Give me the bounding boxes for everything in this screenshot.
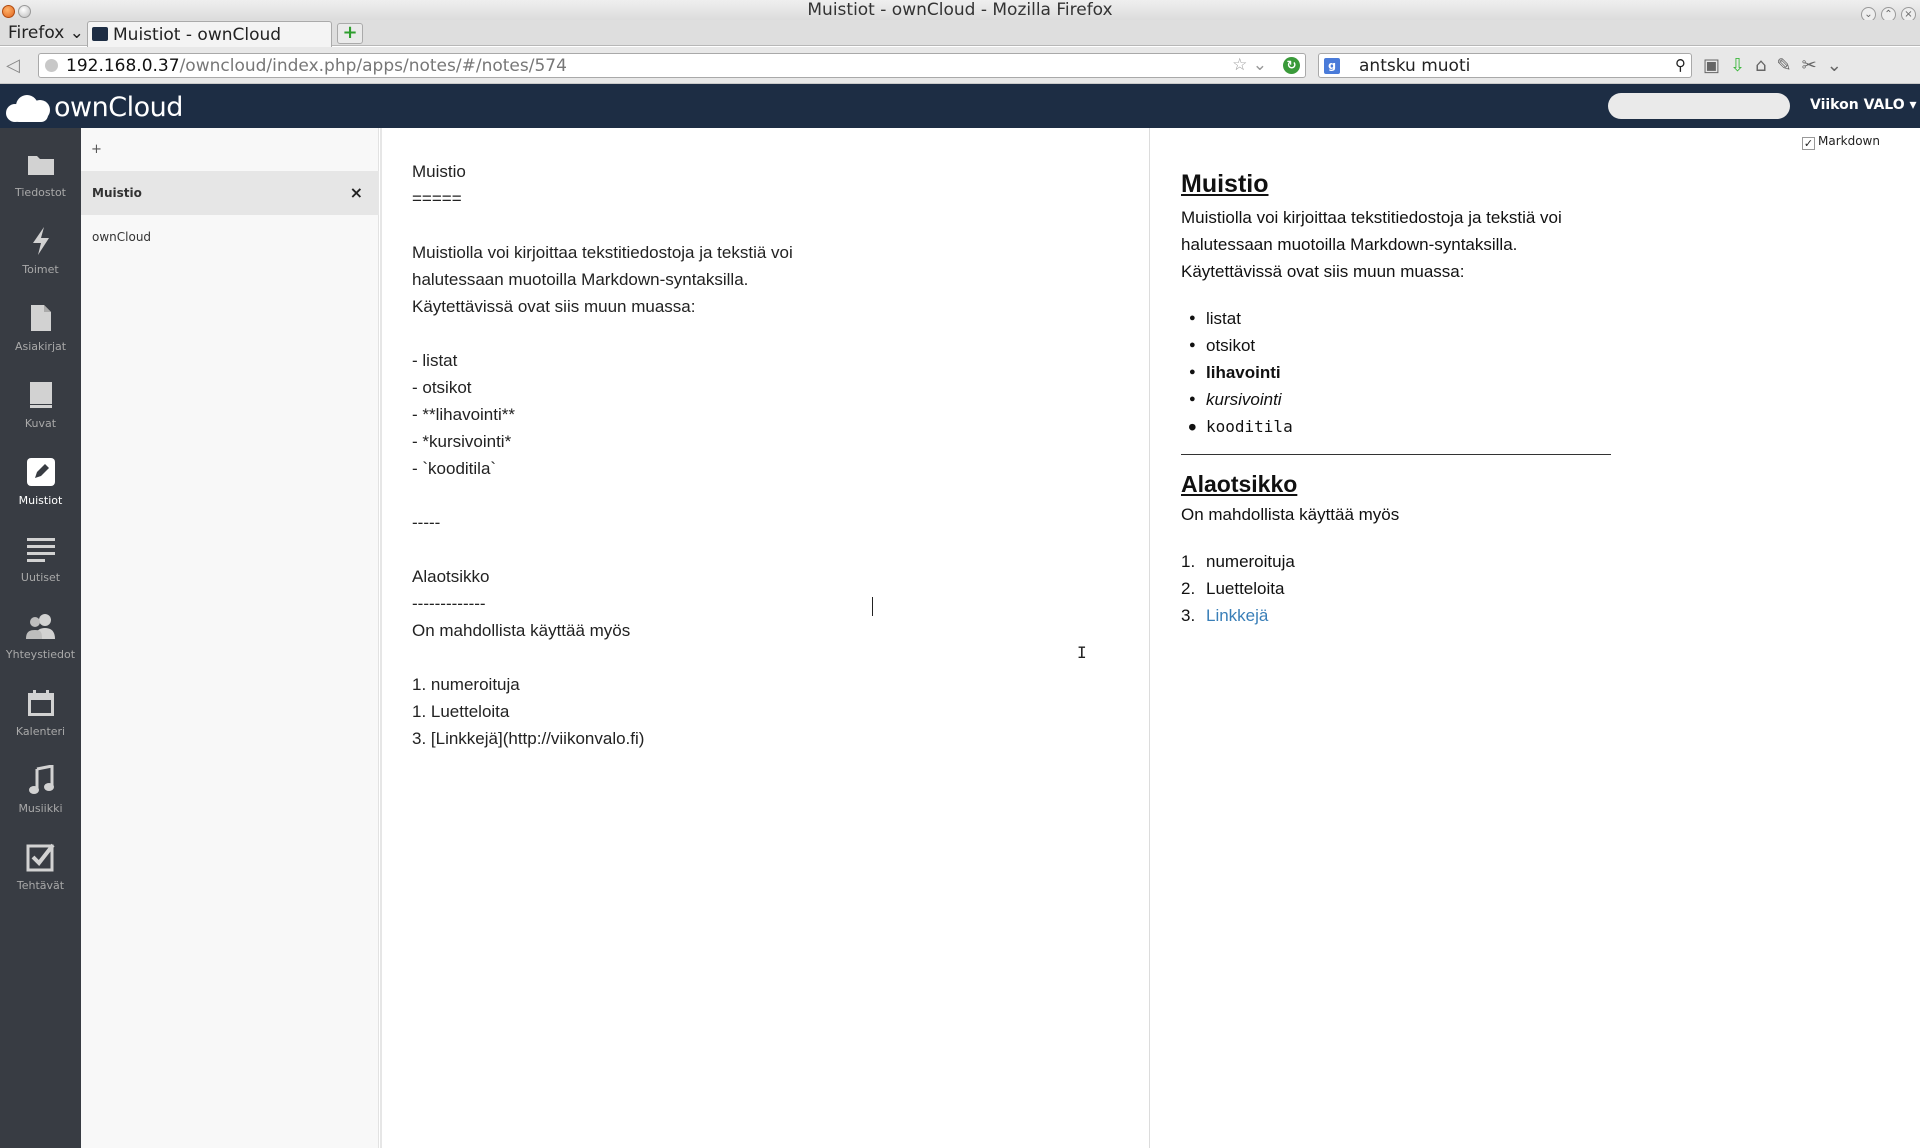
app-item-activity[interactable]	[0, 221, 81, 293]
editor-line	[412, 212, 793, 239]
app-label: Toimet	[22, 263, 59, 276]
news-icon	[21, 529, 61, 569]
note-title: Muistio	[92, 186, 142, 200]
window-titlebar	[0, 0, 1920, 20]
tab-bar	[0, 20, 1920, 46]
editor-line: - listat	[412, 351, 458, 370]
user-menu[interactable]: Viikon VALO ▾	[1810, 97, 1917, 113]
home-icon[interactable]: ⌂	[1755, 55, 1777, 76]
maximize-icon[interactable]: ⌃	[1881, 7, 1896, 22]
music-icon	[21, 760, 61, 800]
app-item-documents[interactable]	[0, 298, 81, 370]
preview-paragraph-line: Käytettävissä ovat siis muun muassa:	[1181, 262, 1465, 281]
editor-line: =====	[412, 189, 462, 208]
editor-line: On mahdollista käyttää myös	[412, 621, 631, 640]
editor-line	[412, 536, 793, 563]
bullet-item-italic: ● kursivointi	[1181, 386, 1621, 413]
tab-title: Muistiot - ownCloud	[113, 25, 282, 45]
markdown-preview	[1151, 128, 1920, 1148]
close-icon[interactable]: ×	[1901, 7, 1916, 22]
editor-line: Muistiolla voi kirjoittaa tekstitiedostoja ja tekstiä voi	[412, 243, 793, 262]
editor-line: Alaotsikko	[412, 567, 490, 586]
editor-line	[412, 644, 793, 671]
markdown-toggle-label: Markdown	[1818, 134, 1880, 148]
numbered-item	[1181, 575, 1621, 602]
app-label: Asiakirjat	[14, 340, 67, 353]
download-icon[interactable]: ⇩	[1730, 55, 1756, 76]
app-label: Kalenteri	[15, 725, 66, 738]
contacts-icon	[21, 606, 61, 646]
bookmark-star-icon[interactable]: ☆ ⌄	[1232, 55, 1267, 75]
editor-line	[412, 482, 793, 509]
bullet-item: ● otsikot	[1181, 332, 1621, 359]
tools-icon[interactable]: ✎	[1776, 55, 1802, 76]
app-item-notes[interactable]	[0, 452, 81, 524]
notes-list	[81, 128, 379, 1148]
preview-heading-2: Alaotsikko	[1181, 471, 1298, 497]
document-icon	[21, 298, 61, 338]
search-engine-icon[interactable]: g	[1324, 58, 1340, 74]
binoculars-icon[interactable]: ⚲	[1675, 56, 1686, 74]
bullet-item: ● listat	[1181, 305, 1621, 332]
item-text: Luetteloita	[1206, 579, 1285, 598]
item-number: 1.	[1181, 552, 1196, 571]
editor-line: 3. [Linkkejä](http://viikonvalo.fi)	[412, 729, 645, 748]
owncloud-search-input[interactable]	[1608, 93, 1790, 119]
editor-line: -----	[412, 513, 441, 532]
firefox-menu-button[interactable]	[8, 22, 84, 44]
app-item-pictures[interactable]	[0, 375, 81, 447]
addon-icon[interactable]: ✂	[1801, 55, 1827, 76]
owncloud-logo[interactable]	[6, 90, 183, 124]
editor-line: - *kursivointi*	[412, 432, 512, 451]
new-tab-button[interactable]	[337, 23, 363, 44]
url-bar[interactable]	[38, 53, 1306, 78]
editor-text[interactable]	[412, 158, 793, 752]
navigation-toolbar	[0, 47, 1920, 84]
note-title: ownCloud	[92, 230, 152, 244]
url-text[interactable]	[66, 55, 567, 77]
item-number: 2.	[1181, 579, 1196, 598]
browser-tab[interactable]	[87, 21, 332, 47]
preview-link[interactable]: Linkkejä	[1206, 606, 1269, 625]
bullet-item-bold: ● lihavointi	[1181, 359, 1621, 386]
chevron-down-icon: ⌄	[64, 23, 84, 43]
editor-line: 1. numeroituja	[412, 675, 520, 694]
app-label: Tehtävät	[16, 879, 65, 892]
tasks-icon	[21, 837, 61, 877]
editor-line: -------------	[412, 594, 486, 613]
checkbox-checked-icon[interactable]: ✓	[1803, 137, 1814, 150]
cloud-logo-icon	[6, 92, 56, 122]
app-label: Yhteystiedot	[5, 648, 76, 661]
note-item-muistio[interactable]	[81, 171, 379, 215]
folder-icon	[21, 144, 61, 184]
preview-content	[1181, 168, 1621, 629]
text-caret	[872, 597, 873, 616]
app-label: Kuvat	[24, 417, 57, 430]
site-identity-icon[interactable]	[45, 59, 58, 72]
app-item-contacts[interactable]	[0, 606, 81, 678]
note-item-owncloud[interactable]	[81, 215, 379, 259]
url-host: 192.168.0.37	[66, 56, 180, 76]
preview-bullet-list	[1181, 305, 1621, 440]
url-path: /owncloud/index.php/apps/notes/#/notes/574	[179, 56, 567, 76]
firefox-menu-label: Firefox	[8, 23, 65, 43]
editor-line: - **lihavointi**	[412, 405, 515, 424]
reload-icon[interactable]: ↻	[1283, 57, 1300, 74]
overflow-chevron-icon[interactable]: ⌄	[1826, 55, 1852, 76]
preview-paragraph-line: halutessaan muotoilla Markdown-syntaksilla.	[1181, 235, 1518, 254]
editor-line: Käytettävissä ovat siis muun muassa:	[412, 297, 696, 316]
preview-paragraph: On mahdollista käyttää myös	[1181, 505, 1400, 524]
numbered-item	[1181, 548, 1621, 575]
image-icon	[21, 375, 61, 415]
app-label: Muistiot	[18, 494, 63, 507]
edit-icon	[21, 452, 61, 492]
browser-search-bar[interactable]	[1318, 53, 1692, 78]
numbered-item	[1181, 602, 1621, 629]
bullet-item-code: ● kooditila	[1181, 413, 1621, 440]
plus-icon: +	[342, 22, 358, 43]
lightning-icon	[21, 221, 61, 261]
search-query[interactable]: antsku muoti	[1359, 56, 1471, 76]
mouse-ibeam-icon: I	[1077, 643, 1087, 662]
preview-paragraph-line: Muistiolla voi kirjoittaa tekstitiedostoja ja tekstiä voi	[1181, 208, 1562, 227]
editor-line: 1. Luetteloita	[412, 702, 510, 721]
app-navigation	[0, 128, 81, 1148]
app-item-music[interactable]	[0, 760, 81, 832]
bookmarks-icon[interactable]: ▣	[1703, 55, 1731, 76]
window-title: Muistiot - ownCloud - Mozilla Firefox	[807, 0, 1113, 20]
app-label: Musiikki	[18, 802, 63, 815]
markdown-toggle[interactable]	[1802, 134, 1880, 150]
preview-numbered-list	[1181, 548, 1621, 629]
delete-note-icon[interactable]: ×	[349, 183, 363, 202]
editor-line	[412, 320, 793, 347]
toolbar-icons	[1703, 55, 1852, 76]
minimize-icon[interactable]: ⌄	[1861, 7, 1876, 22]
editor-line: Muistio	[412, 162, 466, 181]
add-note-button[interactable]: +	[91, 142, 102, 157]
app-item-tasks[interactable]	[0, 837, 81, 909]
app-item-calendar[interactable]	[0, 683, 81, 755]
editor-line: - otsikot	[412, 378, 472, 397]
horizontal-rule	[1181, 454, 1611, 455]
app-item-files[interactable]	[0, 144, 81, 216]
owncloud-header	[0, 84, 1920, 128]
owncloud-wordmark: ownCloud	[54, 92, 183, 123]
window-controls	[1856, 2, 1916, 22]
note-editor[interactable]	[380, 128, 1150, 1148]
app-label: Uutiset	[20, 571, 61, 584]
item-number: 3.	[1181, 606, 1196, 625]
back-arrow-icon[interactable]: ◁	[6, 55, 20, 76]
owncloud-favicon-icon	[92, 27, 108, 41]
item-text: numeroituja	[1206, 552, 1295, 571]
calendar-icon	[21, 683, 61, 723]
preview-heading-1: Muistio	[1181, 170, 1269, 198]
editor-line: halutessaan muotoilla Markdown-syntaksilla.	[412, 270, 749, 289]
app-item-news[interactable]	[0, 529, 81, 601]
editor-line: - `kooditila`	[412, 459, 497, 478]
app-label: Tiedostot	[14, 186, 66, 199]
